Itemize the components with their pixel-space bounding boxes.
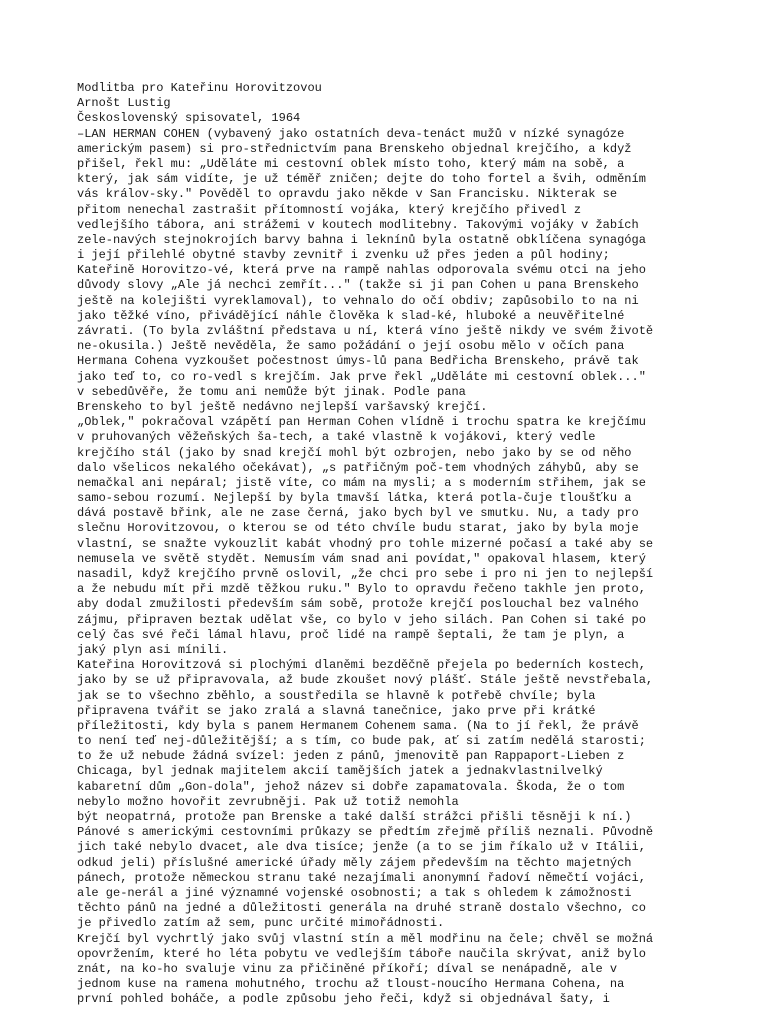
text-line: důvody slovy „Ale já nechci zemřít..." (takže si ji pan Cohen u pana Brenskeho bbox=[77, 278, 639, 293]
text-line: Pánové s americkými cestovními průkazy se předtím zřejmě příliš neznali. Původně bbox=[77, 825, 654, 840]
text-line: jako by se už připravovala, až bude zkoušet nový plášť. Stále ještě nevstřebala, bbox=[77, 673, 654, 688]
text-line: v sebedůvěře, že tomu ani nemůže být jinak. Podle pana bbox=[77, 384, 466, 399]
text-line: zájmu, připraven beztak udělat vše, co bylo v jeho silách. Pan Cohen si také po bbox=[77, 612, 646, 627]
text-line: závrati. (To byla zvláštní představa u ní, která víno ještě nikdy ve svém životě bbox=[77, 324, 654, 338]
text-line: samo-sebou rozumí. Nejlepší by byla tmavší látka, která potla-čuje tloušťku a bbox=[77, 491, 632, 506]
text-line: je přivedlo zatím až sem, punc určité mimořádnosti. bbox=[77, 916, 445, 931]
text-line: jaký plyn asi mínili. bbox=[77, 642, 229, 657]
text-line: –LAN HERMAN COHEN (vybavený jako ostatních deva-tenáct mužů v nízké synagóze bbox=[77, 126, 625, 141]
text-line: nemačkal ani nepáral; jistě víte, co mám na mysli; a s moderním střihem, jak se bbox=[77, 475, 646, 490]
text-line: to není teď nej-důležitější; a s tím, co bude pak, ať si zatím nedělá starosti; bbox=[77, 734, 646, 749]
text-line: jako teď to, co ro-vedl s krejčím. Jak prve řekl „Uděláte mi cestovní oblek..." bbox=[77, 369, 646, 384]
text-line: vás králov-sky." Pověděl to opravdu jako někde v San Francisku. Nikterak se bbox=[77, 187, 618, 202]
document-title: Modlitba pro Kateřinu Horovitzovou bbox=[77, 81, 322, 95]
text-line: který, jak sám vidíte, je už téměř zničen; dejte do toho fortel a švih, odměním bbox=[77, 172, 646, 187]
text-line: první pohled boháče, a podle způsobu jeho řeči, když si objednával šaty, i bbox=[77, 992, 610, 1007]
document-author: Arnošt Lustig bbox=[77, 96, 171, 111]
text-line: nasadil, když krejčího prvně oslovil, „že chci pro sebe i pro ni jen to nejlepší bbox=[77, 567, 654, 581]
text-line: nemusela ve světě stydět. Nemusím vám snad ani povídat," opakoval hlasem, který bbox=[77, 551, 646, 566]
text-line: jak se to všechno zběhlo, a soustředila se hlavně k potřebě chvíle; byla bbox=[77, 688, 596, 703]
text-line: přitom nenechal zastrašit přítomností vojáka, který krejčího přivedl z bbox=[77, 202, 582, 217]
text-line: ne-okusila.) Ještě nevěděla, že samo požádání o její osobu mělo v očích pana bbox=[77, 339, 625, 354]
text-line: slečnu Horovitzovou, o kterou se od této chvíle budu starat, jako by byla moje bbox=[77, 521, 639, 536]
text-line: Brenskeho to byl ještě nedávno nejlepší varšavský krejčí. bbox=[77, 399, 488, 414]
text-line: znát, na ko-ho svaluje vinu za přičiněné příkoří; díval se nenápadně, ale v bbox=[77, 961, 618, 976]
text-line: připravena tvářit se jako zralá a slavná tanečnice, jako prve při krátké bbox=[77, 703, 596, 718]
text-line: krejčího stál (jako by snad krejčí mohl být ozbrojen, nebo jako by se od něho bbox=[77, 445, 632, 460]
text-line: být neopatrná, protože pan Brenske a také další strážci přišli těsněji k ní.) bbox=[77, 810, 632, 824]
text-line: těchto pánů na jedné a důležitosti generála na druhé straně dostalo všechno, co bbox=[77, 901, 646, 916]
text-line: Krejčí byl vychrtlý jako svůj vlastní stín a měl modřinu na čele; chvěl se možná bbox=[77, 931, 654, 946]
text-line: Hermana Cohena vyzkoušet počestnost úmys-lů pana Bedřicha Brenskeho, právě tak bbox=[77, 354, 639, 369]
text-line: Chicaga, byl jednak majitelem akcií tamějších jatek a jednakvlastnilvelký bbox=[77, 764, 603, 779]
text-line: jich také nebylo dvacet, ale dva tisíce; jenže (a to se jim říkalo už v Itálii, bbox=[77, 840, 646, 855]
text-line: vedlejšího tábora, ani strážemi v koutech modlitebny. Takovými vojáky v žabích bbox=[77, 217, 639, 232]
text-line: opovržením, které ho léta pobytu ve vedlejším táboře naučila skrývat, aniž bylo bbox=[77, 946, 646, 961]
text-line: ještě na kolejišti vyreklamoval), to vehnalo do očí obdiv; zapůsobilo to na ni bbox=[77, 293, 639, 308]
text-line: odkud jeli) příslušné americké úřady měly zájem především na těchto majetných bbox=[77, 855, 632, 870]
text-line: Kateřina Horovitzová si plochými dlaněmi bezděčně přejela po bederních kostech, bbox=[77, 658, 646, 673]
text-line: pánech, protože německou stranu také nezajímali anonymní řadoví němečtí vojáci, bbox=[77, 870, 646, 885]
text-line: v pruhovaných věžeňských ša-tech, a také vlastně k vojákovi, který vedle bbox=[77, 430, 596, 445]
text-line: ale ge-nerál a jiné významné vojenské osobnosti; a tak s ohledem k zámožnosti bbox=[77, 885, 632, 900]
text-line: nebylo možno hovořit zevrubněji. Pak už totiž nemohla bbox=[77, 794, 459, 809]
text-line: celý čas své řeči lámal hlavu, proč lidé na rampě šeptali, že tam je plyn, a bbox=[77, 627, 625, 642]
text-line: „Oblek," pokračoval vzápětí pan Herman Cohen vlídně i trochu spatra ke krejčímu bbox=[77, 415, 646, 430]
text-line: dalo všelicos nekalého očekávat), „s patřičným poč-tem vhodných záhybů, aby se bbox=[77, 460, 639, 475]
text-line: vlastní, se snažte vykouzlit kabát vhodný pro tohle mizerné počasí a také aby se bbox=[77, 536, 654, 551]
text-line: a že nebudu mít při mzdě těžkou ruku." Bylo to opravdu řečeno takhle jen proto, bbox=[77, 582, 646, 597]
text-line: Kateřině Horovitzo-vé, která prve na rampě nahlas odporovala svému otci na jeho bbox=[77, 263, 646, 278]
text-line: kabaretní dům „Gon-dola", jehož název si dobře zapamatovala. Škoda, že o tom bbox=[77, 779, 625, 794]
text-line: americkým pasem) si pro-střednictvím pana Brenskeho objednal krejčího, a když bbox=[77, 141, 632, 156]
text-line: jako těžké víno, přivádějící náhle člověka k slad-ké, hluboké a neuvěřitelné bbox=[77, 308, 625, 323]
text-line: i její přilehlé obytné stavby zevnitř i zvenku už přes jeden a půl hodiny; bbox=[77, 248, 610, 263]
text-line: přišel, řekl mu: „Uděláte mi cestovní oblek místo toho, který mám na sobě, a bbox=[77, 156, 625, 171]
document-page bbox=[77, 81, 747, 1007]
text-line: jednom kuse na ramena mohutného, trochu až tloust-noucího Hermana Cohena, na bbox=[77, 977, 625, 992]
text-line: příležitosti, kdy byla s panem Hermanem Cohenem sama. (Na to jí řekl, že právě bbox=[77, 718, 639, 733]
text-line: aby dodal zmužilosti především sám sobě, protože krejčí poslouchal bez valného bbox=[77, 597, 639, 612]
text-line: dává postavě břink, ale ne zase černá, jako bych byl ve smutku. Nu, a tady pro bbox=[77, 506, 639, 521]
text-line: to že už nebude žádná svízel: jeden z pánů, jmenovitě pan Rappaport-Lieben z bbox=[77, 749, 625, 764]
document-subtitle: Československý spisovatel, 1964 bbox=[77, 111, 301, 126]
text-line: zele-navých stejnokrojích barvy bahna i leknínů byla ostatně obklíčena synagóga bbox=[77, 232, 646, 247]
